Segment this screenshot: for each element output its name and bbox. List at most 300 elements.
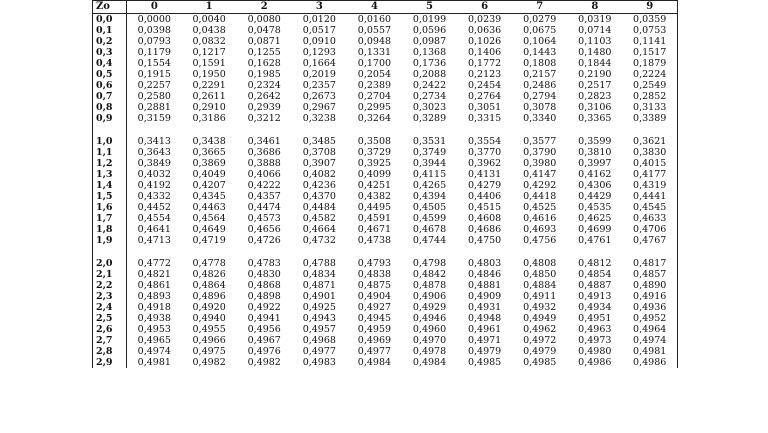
probability-cell: 0,4826 xyxy=(192,269,226,280)
z-value-cell: 0,1 xyxy=(93,25,127,36)
z-value-cell: 2,2 xyxy=(93,280,127,291)
probability-cell: 0,4830 xyxy=(247,269,281,280)
probability-cell: 0,3212 xyxy=(247,113,281,124)
probability-cell: 0,3888 xyxy=(247,158,281,169)
probability-cell: 0,4952 xyxy=(633,313,667,324)
probability-cell: 0,0080 xyxy=(247,14,281,25)
probability-cell: 0,0120 xyxy=(302,14,336,25)
probability-cell: 0,4920 xyxy=(192,302,226,313)
probability-cell: 0,4515 xyxy=(467,202,502,213)
probability-cell: 0,4738 xyxy=(357,235,392,246)
probability-cell: 0,3289 xyxy=(412,113,447,124)
probability-cell: 0,0675 xyxy=(523,25,557,36)
probability-cell: 0,0832 xyxy=(192,36,226,47)
header-col-6: 6 xyxy=(457,1,512,14)
probability-cell: 0,0948 xyxy=(357,36,392,47)
probability-cell: 0,4370 xyxy=(302,191,336,202)
probability-cell: 0,1331 xyxy=(357,47,392,58)
probability-cell: 0,2823 xyxy=(578,91,612,102)
probability-cell: 0,3159 xyxy=(137,113,171,124)
probability-cell: 0,4975 xyxy=(192,346,226,357)
z-value-cell: 0,8 xyxy=(93,102,127,113)
table-row xyxy=(93,235,678,246)
probability-cell: 0,3869 xyxy=(192,158,226,169)
probability-cell: 0,4793 xyxy=(357,258,392,269)
probability-cell: 0,2324 xyxy=(247,80,281,91)
table-row xyxy=(93,269,678,280)
table-row xyxy=(93,357,678,368)
probability-cell: 0,4970 xyxy=(412,335,447,346)
header-col-2: 2 xyxy=(237,1,292,14)
probability-cell: 0,4265 xyxy=(412,180,447,191)
probability-cell: 0,4968 xyxy=(302,335,336,346)
table-row xyxy=(93,25,678,36)
probability-cell: 0,3531 xyxy=(412,136,447,147)
z-value-cell: 2,3 xyxy=(93,291,127,302)
probability-cell: 0,3133 xyxy=(633,102,667,113)
probability-cell: 0,4788 xyxy=(302,258,336,269)
probability-cell: 0,4986 xyxy=(578,357,612,368)
probability-cell: 0,4898 xyxy=(247,291,281,302)
probability-cell: 0,3643 xyxy=(137,147,171,158)
probability-cell: 0,4953 xyxy=(137,324,171,335)
probability-cell: 0,3389 xyxy=(633,113,667,124)
probability-cell: 0,4941 xyxy=(247,313,281,324)
probability-cell: 0,4850 xyxy=(523,269,557,280)
probability-cell: 0,4192 xyxy=(137,180,171,191)
probability-cell: 0,4015 xyxy=(633,158,667,169)
probability-cell: 0,4162 xyxy=(578,169,612,180)
probability-cell: 0,4625 xyxy=(578,213,612,224)
probability-cell: 0,0398 xyxy=(137,25,171,36)
probability-cell: 0,4981 xyxy=(633,346,667,357)
probability-cell: 0,4463 xyxy=(192,202,226,213)
probability-cell: 0,4418 xyxy=(523,191,557,202)
probability-cell: 0,4978 xyxy=(412,346,447,357)
table-row xyxy=(93,147,678,158)
probability-cell: 0,4854 xyxy=(578,269,612,280)
probability-cell: 0,2422 xyxy=(412,80,447,91)
probability-cell: 0,4834 xyxy=(302,269,336,280)
probability-cell: 0,4979 xyxy=(523,346,557,357)
probability-cell: 0,4591 xyxy=(357,213,392,224)
table-row xyxy=(93,335,678,346)
probability-cell: 0,4678 xyxy=(412,224,447,235)
probability-cell: 0,3340 xyxy=(523,113,557,124)
probability-cell: 0,1985 xyxy=(247,69,281,80)
table-row xyxy=(93,224,678,235)
probability-cell: 0,4878 xyxy=(412,280,447,291)
probability-cell: 0,1879 xyxy=(633,58,667,69)
header-col-5: 5 xyxy=(402,1,457,14)
probability-cell: 0,4881 xyxy=(467,280,502,291)
probability-cell: 0,1064 xyxy=(523,36,557,47)
table-row xyxy=(93,291,678,302)
probability-cell: 0,0714 xyxy=(578,25,612,36)
probability-cell: 0,1808 xyxy=(523,58,557,69)
probability-cell: 0,2019 xyxy=(302,69,336,80)
probability-cell: 0,3849 xyxy=(137,158,171,169)
z-value-cell: 0,6 xyxy=(93,80,127,91)
probability-cell: 0,4976 xyxy=(247,346,281,357)
table-row xyxy=(93,113,678,124)
probability-cell: 0,1141 xyxy=(633,36,667,47)
probability-cell: 0,3438 xyxy=(192,136,226,147)
probability-cell: 0,4949 xyxy=(523,313,557,324)
probability-cell: 0,4974 xyxy=(633,335,667,346)
probability-cell: 0,4959 xyxy=(357,324,392,335)
table-row xyxy=(93,202,678,213)
probability-cell: 0,4951 xyxy=(578,313,612,324)
probability-cell: 0,0239 xyxy=(467,14,502,25)
probability-cell: 0,4938 xyxy=(137,313,171,324)
probability-cell: 0,0160 xyxy=(357,14,392,25)
probability-cell: 0,4918 xyxy=(137,302,171,313)
probability-cell: 0,4980 xyxy=(578,346,612,357)
probability-cell: 0,3106 xyxy=(578,102,612,113)
probability-cell: 0,4382 xyxy=(357,191,392,202)
probability-cell: 0,4948 xyxy=(467,313,502,324)
probability-cell: 0,2939 xyxy=(247,102,281,113)
probability-cell: 0,2486 xyxy=(523,80,557,91)
spacer-cell xyxy=(93,124,127,136)
z-value-cell: 2,0 xyxy=(93,258,127,269)
table-body xyxy=(93,14,678,369)
probability-cell: 0,2910 xyxy=(192,102,226,113)
probability-cell: 0,1772 xyxy=(467,58,502,69)
probability-cell: 0,3708 xyxy=(302,147,336,158)
probability-cell: 0,4985 xyxy=(467,357,502,368)
probability-cell: 0,4292 xyxy=(523,180,557,191)
probability-cell: 0,4505 xyxy=(412,202,447,213)
probability-cell: 0,4772 xyxy=(137,258,171,269)
probability-cell: 0,4608 xyxy=(467,213,502,224)
probability-cell: 0,4049 xyxy=(192,169,226,180)
probability-cell: 0,4756 xyxy=(523,235,557,246)
probability-cell: 0,4484 xyxy=(302,202,336,213)
probability-cell: 0,4906 xyxy=(412,291,447,302)
probability-cell: 0,3577 xyxy=(523,136,557,147)
probability-cell: 0,4861 xyxy=(137,280,171,291)
header-col-0: 0 xyxy=(127,1,182,14)
probability-cell: 0,1217 xyxy=(192,47,226,58)
probability-cell: 0,0557 xyxy=(357,25,392,36)
probability-cell: 0,4713 xyxy=(137,235,171,246)
header-col-1: 1 xyxy=(182,1,237,14)
probability-cell: 0,4306 xyxy=(578,180,612,191)
probability-cell: 0,4960 xyxy=(412,324,447,335)
probability-cell: 0,1443 xyxy=(523,47,557,58)
table-row xyxy=(93,136,678,147)
probability-cell: 0,1293 xyxy=(302,47,336,58)
probability-cell: 0,3729 xyxy=(357,147,392,158)
z-value-cell: 0,3 xyxy=(93,47,127,58)
probability-cell: 0,0000 xyxy=(137,14,171,25)
table-row xyxy=(93,158,678,169)
probability-cell: 0,4983 xyxy=(302,357,336,368)
probability-cell: 0,4977 xyxy=(357,346,392,357)
probability-cell: 0,4693 xyxy=(523,224,557,235)
probability-cell: 0,0478 xyxy=(247,25,281,36)
probability-cell: 0,4984 xyxy=(412,357,447,368)
probability-cell: 0,3365 xyxy=(578,113,612,124)
probability-cell: 0,3051 xyxy=(467,102,502,113)
probability-cell: 0,2967 xyxy=(302,102,336,113)
probability-cell: 0,2088 xyxy=(412,69,447,80)
probability-cell: 0,4868 xyxy=(247,280,281,291)
probability-cell: 0,3980 xyxy=(523,158,557,169)
probability-cell: 0,4904 xyxy=(357,291,392,302)
probability-cell: 0,4943 xyxy=(302,313,336,324)
probability-cell: 0,0279 xyxy=(523,14,557,25)
header-col-4: 4 xyxy=(347,1,402,14)
probability-cell: 0,2673 xyxy=(302,91,336,102)
probability-cell: 0,4222 xyxy=(247,180,281,191)
probability-cell: 0,4778 xyxy=(192,258,226,269)
probability-cell: 0,4573 xyxy=(247,213,281,224)
probability-cell: 0,4982 xyxy=(192,357,226,368)
probability-cell: 0,4719 xyxy=(192,235,226,246)
probability-cell: 0,4554 xyxy=(137,213,171,224)
probability-cell: 0,4649 xyxy=(192,224,226,235)
probability-cell: 0,2611 xyxy=(192,91,226,102)
probability-cell: 0,3770 xyxy=(467,147,502,158)
probability-cell: 0,4332 xyxy=(137,191,171,202)
probability-cell: 0,4535 xyxy=(578,202,612,213)
probability-cell: 0,4986 xyxy=(633,357,667,368)
probability-cell: 0,4699 xyxy=(578,224,612,235)
probability-cell: 0,4962 xyxy=(523,324,557,335)
spacer-cell xyxy=(127,124,678,136)
z-value-cell: 0,4 xyxy=(93,58,127,69)
z-value-cell: 1,4 xyxy=(93,180,127,191)
z-value-cell: 1,9 xyxy=(93,235,127,246)
probability-cell: 0,4846 xyxy=(467,269,502,280)
probability-cell: 0,4783 xyxy=(247,258,281,269)
probability-cell: 0,4664 xyxy=(302,224,336,235)
spacer-cell xyxy=(93,246,127,258)
header-col-7: 7 xyxy=(512,1,567,14)
probability-cell: 0,4925 xyxy=(302,302,336,313)
probability-cell: 0,4893 xyxy=(137,291,171,302)
probability-cell: 0,4982 xyxy=(247,357,281,368)
probability-cell: 0,4767 xyxy=(633,235,667,246)
probability-cell: 0,0910 xyxy=(302,36,336,47)
probability-cell: 0,4750 xyxy=(467,235,502,246)
probability-cell: 0,4922 xyxy=(247,302,281,313)
probability-cell: 0,4474 xyxy=(247,202,281,213)
probability-cell: 0,4979 xyxy=(467,346,502,357)
probability-cell: 0,2852 xyxy=(633,91,667,102)
probability-cell: 0,4973 xyxy=(578,335,612,346)
probability-cell: 0,4931 xyxy=(467,302,502,313)
probability-cell: 0,4357 xyxy=(247,191,281,202)
header-col-8: 8 xyxy=(567,1,622,14)
probability-cell: 0,3238 xyxy=(302,113,336,124)
probability-cell: 0,2224 xyxy=(633,69,667,80)
probability-cell: 0,4961 xyxy=(467,324,502,335)
probability-cell: 0,2734 xyxy=(412,91,447,102)
probability-cell: 0,3186 xyxy=(192,113,226,124)
probability-cell: 0,0987 xyxy=(412,36,447,47)
probability-cell: 0,2454 xyxy=(467,80,502,91)
probability-cell: 0,4732 xyxy=(302,235,336,246)
z-value-cell: 1,3 xyxy=(93,169,127,180)
probability-cell: 0,4345 xyxy=(192,191,226,202)
probability-cell: 0,4686 xyxy=(467,224,502,235)
probability-cell: 0,4429 xyxy=(578,191,612,202)
probability-cell: 0,2389 xyxy=(357,80,392,91)
standard-normal-table xyxy=(92,0,678,368)
probability-cell: 0,4177 xyxy=(633,169,667,180)
probability-cell: 0,4956 xyxy=(247,324,281,335)
probability-cell: 0,4099 xyxy=(357,169,392,180)
probability-cell: 0,3023 xyxy=(412,102,447,113)
table-row xyxy=(93,36,678,47)
table-row xyxy=(93,58,678,69)
probability-cell: 0,3665 xyxy=(192,147,226,158)
probability-cell: 0,4633 xyxy=(633,213,667,224)
header-zo: Zo xyxy=(93,1,127,14)
probability-cell: 0,4131 xyxy=(467,169,502,180)
probability-cell: 0,1103 xyxy=(578,36,612,47)
probability-cell: 0,4207 xyxy=(192,180,226,191)
probability-cell: 0,4656 xyxy=(247,224,281,235)
probability-cell: 0,3264 xyxy=(357,113,392,124)
table-row xyxy=(93,180,678,191)
probability-cell: 0,3078 xyxy=(523,102,557,113)
probability-cell: 0,4985 xyxy=(523,357,557,368)
probability-cell: 0,4977 xyxy=(302,346,336,357)
probability-cell: 0,4706 xyxy=(633,224,667,235)
probability-cell: 0,4971 xyxy=(467,335,502,346)
probability-cell: 0,4726 xyxy=(247,235,281,246)
probability-cell: 0,4812 xyxy=(578,258,612,269)
probability-cell: 0,1628 xyxy=(247,58,281,69)
probability-cell: 0,2764 xyxy=(467,91,502,102)
probability-cell: 0,4887 xyxy=(578,280,612,291)
probability-cell: 0,3962 xyxy=(467,158,502,169)
probability-cell: 0,2704 xyxy=(357,91,392,102)
probability-cell: 0,0871 xyxy=(247,36,281,47)
probability-cell: 0,2157 xyxy=(523,69,557,80)
probability-cell: 0,4913 xyxy=(578,291,612,302)
probability-cell: 0,0199 xyxy=(412,14,447,25)
probability-cell: 0,4564 xyxy=(192,213,226,224)
probability-cell: 0,4963 xyxy=(578,324,612,335)
z-value-cell: 2,6 xyxy=(93,324,127,335)
probability-cell: 0,2517 xyxy=(578,80,612,91)
probability-cell: 0,1026 xyxy=(467,36,502,47)
probability-cell: 0,4842 xyxy=(412,269,447,280)
probability-cell: 0,4616 xyxy=(523,213,557,224)
probability-cell: 0,2357 xyxy=(302,80,336,91)
z-value-cell: 0,9 xyxy=(93,113,127,124)
probability-cell: 0,1480 xyxy=(578,47,612,58)
probability-cell: 0,4115 xyxy=(412,169,447,180)
probability-cell: 0,4817 xyxy=(633,258,667,269)
probability-cell: 0,4946 xyxy=(412,313,447,324)
group-spacer xyxy=(93,246,678,258)
table-row xyxy=(93,191,678,202)
probability-cell: 0,3554 xyxy=(467,136,502,147)
probability-cell: 0,1517 xyxy=(633,47,667,58)
probability-cell: 0,4857 xyxy=(633,269,667,280)
probability-cell: 0,3830 xyxy=(633,147,667,158)
probability-cell: 0,4406 xyxy=(467,191,502,202)
probability-cell: 0,2123 xyxy=(467,69,502,80)
probability-cell: 0,3907 xyxy=(302,158,336,169)
probability-cell: 0,4896 xyxy=(192,291,226,302)
table-row xyxy=(93,69,678,80)
header-col-9: 9 xyxy=(622,1,677,14)
probability-cell: 0,4744 xyxy=(412,235,447,246)
probability-cell: 0,4761 xyxy=(578,235,612,246)
z-value-cell: 2,5 xyxy=(93,313,127,324)
probability-cell: 0,3997 xyxy=(578,158,612,169)
probability-cell: 0,4955 xyxy=(192,324,226,335)
probability-cell: 0,0636 xyxy=(467,25,502,36)
z-value-cell: 1,5 xyxy=(93,191,127,202)
probability-cell: 0,0753 xyxy=(633,25,667,36)
probability-cell: 0,4875 xyxy=(357,280,392,291)
z-value-cell: 1,8 xyxy=(93,224,127,235)
probability-cell: 0,4821 xyxy=(137,269,171,280)
probability-cell: 0,4032 xyxy=(137,169,171,180)
probability-cell: 0,4884 xyxy=(523,280,557,291)
probability-cell: 0,1844 xyxy=(578,58,612,69)
probability-cell: 0,4932 xyxy=(523,302,557,313)
probability-cell: 0,0438 xyxy=(192,25,226,36)
probability-cell: 0,4969 xyxy=(357,335,392,346)
probability-cell: 0,4495 xyxy=(357,202,392,213)
z-value-cell: 2,4 xyxy=(93,302,127,313)
probability-cell: 0,0517 xyxy=(302,25,336,36)
z-value-cell: 1,2 xyxy=(93,158,127,169)
table-row xyxy=(93,324,678,335)
probability-cell: 0,4966 xyxy=(192,335,226,346)
probability-cell: 0,4957 xyxy=(302,324,336,335)
probability-cell: 0,4934 xyxy=(578,302,612,313)
probability-cell: 0,4236 xyxy=(302,180,336,191)
probability-cell: 0,2642 xyxy=(247,91,281,102)
table-row xyxy=(93,346,678,357)
z-value-cell: 1,7 xyxy=(93,213,127,224)
probability-cell: 0,3315 xyxy=(467,113,502,124)
z-value-cell: 1,1 xyxy=(93,147,127,158)
group-spacer xyxy=(93,124,678,136)
probability-cell: 0,4945 xyxy=(357,313,392,324)
table-row xyxy=(93,80,678,91)
table-row xyxy=(93,302,678,313)
probability-cell: 0,4525 xyxy=(523,202,557,213)
probability-cell: 0,2291 xyxy=(192,80,226,91)
probability-cell: 0,4808 xyxy=(523,258,557,269)
table-row xyxy=(93,47,678,58)
probability-cell: 0,3599 xyxy=(578,136,612,147)
probability-cell: 0,4974 xyxy=(137,346,171,357)
probability-cell: 0,4441 xyxy=(633,191,667,202)
probability-cell: 0,4911 xyxy=(523,291,557,302)
probability-cell: 0,4909 xyxy=(467,291,502,302)
probability-cell: 0,4967 xyxy=(247,335,281,346)
probability-cell: 0,4582 xyxy=(302,213,336,224)
table-row xyxy=(93,102,678,113)
header-row xyxy=(93,1,678,14)
probability-cell: 0,1255 xyxy=(247,47,281,58)
table-row xyxy=(93,258,678,269)
probability-cell: 0,1664 xyxy=(302,58,336,69)
